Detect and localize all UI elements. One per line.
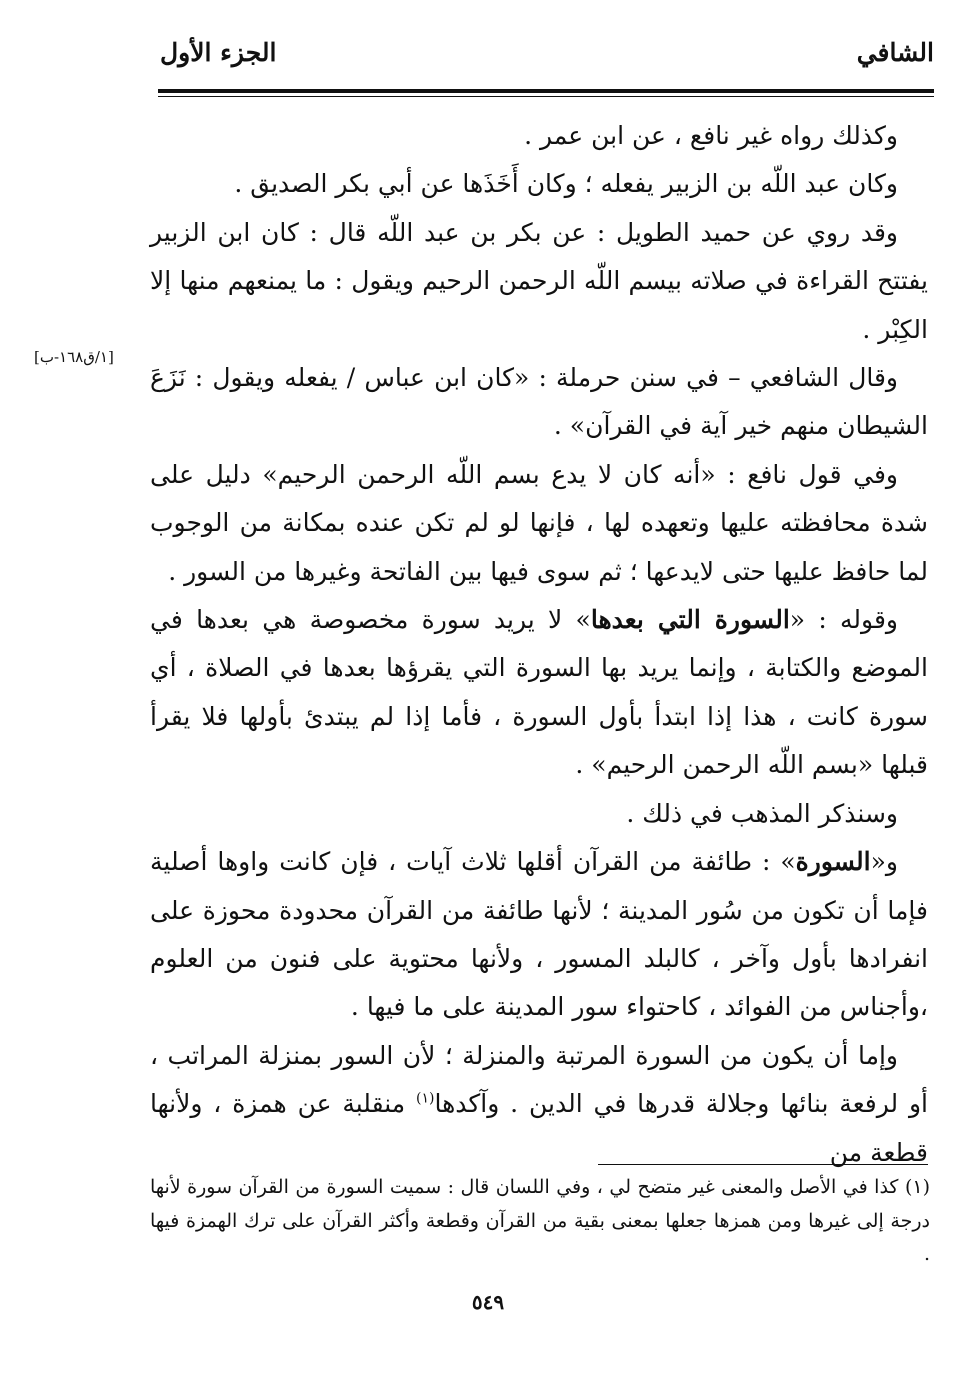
manuscript-folio-note: [١/ق١٦٨-ب] [34, 348, 114, 366]
volume-label: الجزء الأول [160, 38, 277, 67]
paragraph-6-suffix: » لا يريد سورة مخصوصة هي بعدها في الموضع والكتابة ، وإنما يريد بها السورة التي يقرؤها بعدها في الصلاة ، أي سورة كانت ، هذا إذا ابتدأ بأول السورة ، فأما إذا لم يبتدئ بأولها فلا يقرأ قبلها «بسم اللّه الرحمن الرحيم» . [150, 605, 928, 780]
running-header [158, 38, 934, 86]
paragraph-7: وسنذكر المذهب في ذلك . [626, 798, 898, 828]
footnotes [150, 1171, 930, 1272]
book-title: الشافي [856, 38, 934, 67]
header-rule [158, 89, 934, 93]
quoted-term-bold: السورة التي بعدها [590, 605, 790, 635]
paragraph-6 [150, 596, 928, 790]
paragraph-8 [150, 838, 928, 1032]
footnote-reference: (١) [416, 1090, 435, 1107]
paragraph-5: وفي قول نافع : «أنه كان لا يدع بسم اللّه الرحمن الرحيم» دليل على شدة محافظته عليها وتعهده لها ، فإنها لو لم تكن عنده بمكانة من الوجوب لما حافظ عليها حتى لايدعها ؛ ثم سوى فيها بين الفاتحة وغيرها من السور . [150, 459, 928, 586]
paragraph-8-suffix: » : طائفة من القرآن أقلها ثلاث آيات ، فإن كانت واوها أصلية فإما أن تكون من سُور المدينة ؛ لأنها طائفة من القرآن محدودة محوزة على انفرادها بأول وآخر ، كالبلد المسور ، ولأنها محتوية على فنون من العلوم ،وأجناس من الفوائد ، كاحتواء سور المدينة على ما فيها . [150, 847, 928, 1022]
paragraph-3: وقد روي عن حميد الطويل : عن بكر بن عبد اللّه قال : كان ابن الزبير يفتتح القراءة في صلاته بيسم اللّه الرحمن الرحيم ويقول : ما يمنعهم منها إلا الكِبْر . [150, 217, 928, 344]
header-rule-thin [158, 96, 934, 97]
footnote-1: (١) كذا في الأصل والمعنى غير متضح لي ، وفي اللسان قال : سميت السورة من القرآن سورة لأنها درجة إلى غيرها ومن همزها جعلها بمعنى بقية من القرآن وقطعة وأكثر القرآن على ترك الهمزة فيها . [150, 1176, 930, 1265]
paragraph-4: وقال الشافعي – في سنن حرملة : «كان ابن عباس / يفعله ويقول : نَزَعَ الشيطان منهم خير آية في القرآن» . [150, 363, 928, 441]
paragraph-9 [150, 1032, 928, 1177]
page-number: ٥٤٩ [471, 1290, 505, 1314]
defined-term-bold: السورة [795, 847, 871, 877]
paragraph-9-after: منقلبة عن همزة ، ولأنها قطعة من [150, 1089, 928, 1167]
paragraph-8-prefix: و« [870, 847, 898, 877]
main-text [150, 112, 928, 1177]
paragraph-2: وكان عبد اللّه بن الزبير يفعله ؛ وكان أَخَذَها عن أبي بكر الصديق . [234, 169, 898, 199]
paragraph-6-prefix: وقوله : « [789, 605, 898, 635]
footnote-separator [598, 1164, 928, 1165]
paragraph-1: وكذلك رواه غير نافع ، عن ابن عمر . [524, 121, 898, 150]
paragraph-9-before: وإما أن يكون من السورة المرتبة والمنزلة ؛ لأن السور بمنزلة المراتب ، أو لرفعة بنائها وجلالة قدرها في الدين . وآكدها [150, 1040, 928, 1119]
